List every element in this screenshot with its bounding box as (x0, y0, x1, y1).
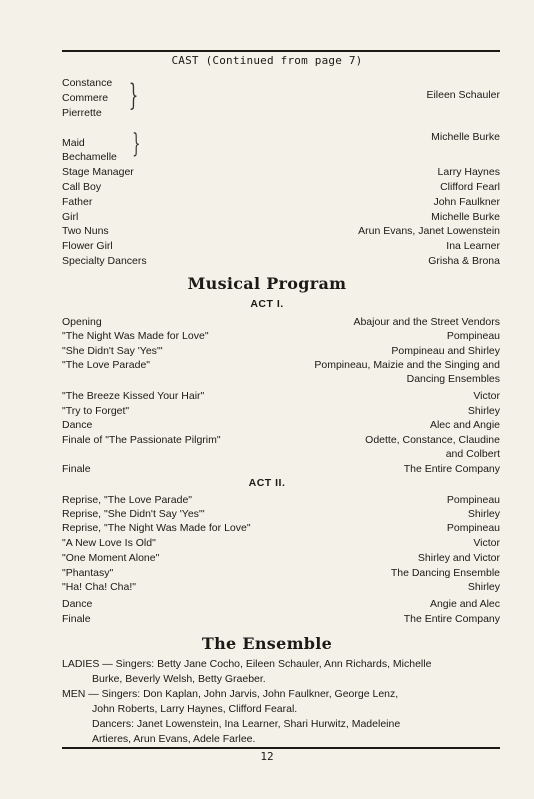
cast-role: Maid (62, 137, 85, 149)
ensemble-men: John Roberts, Larry Haynes, Clifford Fearal. (92, 703, 298, 715)
performer: Pompineau (446, 494, 500, 506)
song-title: "She Didn't Say 'Yes'" (62, 345, 163, 357)
program-row (62, 447, 500, 461)
cast-actor: Larry Haynes (437, 166, 500, 178)
cast-role: Stage Manager (62, 166, 134, 178)
performer: Pompineau, Maizie and the Singing and (314, 359, 500, 371)
program-row (62, 507, 500, 521)
cast-row (62, 180, 500, 194)
cast-actor: Eileen Schauler (426, 89, 500, 101)
cast-role: Specialty Dancers (62, 255, 147, 267)
performer: Angie and Alec (429, 598, 500, 610)
song-title: Finale of "The Passionate Pilgrim" (62, 434, 221, 446)
cast-role: Father (62, 196, 93, 208)
song-title: "Phantasy" (62, 567, 114, 579)
program-row (62, 389, 500, 403)
song-title: Opening (62, 316, 102, 328)
ensemble-ladies: LADIES — Singers: Betty Jane Cocho, Eileen Schauler, Ann Richards, Michelle (62, 658, 432, 670)
cast-role: Bechamelle (62, 151, 117, 163)
cast-row (62, 210, 500, 224)
song-title: Finale (62, 463, 91, 475)
program-row (62, 372, 500, 386)
top-rule (62, 50, 500, 52)
act-heading: ACT II. (248, 477, 286, 489)
program-row (62, 329, 500, 343)
program-row (62, 580, 500, 594)
ensemble-dancers: Dancers: Janet Lowenstein, Ina Learner, Shari Hurwitz, Madeleine (92, 718, 401, 730)
song-title: Dance (62, 419, 93, 431)
cast-role: Call Boy (62, 181, 102, 193)
brace-icon: } (132, 129, 141, 159)
song-title: "A New Love Is Old" (62, 537, 156, 549)
cast-actor: Ina Learner (446, 240, 500, 252)
program-row (62, 566, 500, 580)
song-title: "The Breeze Kissed Your Hair" (62, 390, 205, 402)
program-row (62, 551, 500, 565)
ensemble-dancers: Artieres, Arun Evans, Adele Farlee. (92, 733, 256, 745)
song-title: "The Love Parade" (62, 359, 151, 371)
cast-row (62, 165, 500, 179)
cast-role: Two Nuns (62, 225, 109, 237)
performer: and Colbert (445, 448, 500, 460)
program-row (62, 462, 500, 476)
ensemble-men: MEN — Singers: Don Kaplan, John Jarvis, John Faulkner, George Lenz, (62, 688, 399, 700)
cast-role: Pierrette (62, 107, 102, 119)
song-title: "Try to Forget" (62, 405, 130, 417)
cast-actor: John Faulkner (433, 196, 500, 208)
performer: Dancing Ensembles (406, 373, 500, 385)
performer: Abajour and the Street Vendors (353, 316, 500, 328)
performer: Shirley and Victor (417, 552, 500, 564)
cast-role: Flower Girl (62, 240, 113, 252)
section-title-musical-program: Musical Program (187, 274, 347, 293)
cast-actor: Michelle Burke (431, 131, 500, 143)
song-title: Finale (62, 613, 91, 625)
performer: Shirley (467, 581, 500, 593)
performer: Pompineau (446, 522, 500, 534)
song-title: Dance (62, 598, 93, 610)
program-row (62, 612, 500, 626)
program-row (62, 597, 500, 611)
song-title: Reprise, "She Didn't Say 'Yes'" (62, 508, 205, 520)
ensemble-ladies: Burke, Beverly Welsh, Betty Graeber. (92, 673, 266, 685)
cast-row (62, 254, 500, 268)
section-title-ensemble: The Ensemble (201, 634, 333, 653)
performer: Shirley (467, 508, 500, 520)
song-title: "One Moment Alone" (62, 552, 160, 564)
cast-actor: Grisha & Brona (428, 255, 500, 267)
performer: Alec and Angie (429, 419, 500, 431)
cast-actor: Michelle Burke (431, 211, 500, 223)
program-row (62, 521, 500, 535)
performer: The Entire Company (403, 613, 500, 625)
performer: The Entire Company (403, 463, 500, 475)
performer: Victor (473, 390, 500, 402)
program-row (62, 493, 500, 507)
performer: Pompineau and Shirley (391, 345, 500, 357)
cast-actor: Clifford Fearl (440, 181, 500, 193)
performer: The Dancing Ensemble (390, 567, 500, 579)
performer: Victor (473, 537, 500, 549)
program-row (62, 433, 500, 447)
program-row (62, 536, 500, 550)
page-number: 12 (260, 750, 274, 763)
cast-row (62, 224, 500, 238)
program-row (62, 404, 500, 418)
program-row (62, 315, 500, 329)
performer: Odette, Constance, Claudine (365, 434, 500, 446)
program-row (62, 418, 500, 432)
cast-role: Commere (62, 92, 109, 104)
cast-role: Constance (62, 77, 113, 89)
cast-row (62, 239, 500, 253)
brace-icon: } (128, 78, 139, 113)
performer: Shirley (467, 405, 500, 417)
song-title: Reprise, "The Love Parade" (62, 494, 193, 506)
cast-header: CAST (Continued from page 7) (171, 54, 363, 67)
bottom-rule (62, 747, 500, 749)
performer: Pompineau (446, 330, 500, 342)
cast-actor: Arun Evans, Janet Lowenstein (358, 225, 500, 237)
program-row (62, 358, 500, 372)
program-row (62, 344, 500, 358)
song-title: Reprise, "The Night Was Made for Love" (62, 522, 251, 534)
song-title: "Ha! Cha! Cha!" (62, 581, 136, 593)
cast-row (62, 195, 500, 209)
song-title: "The Night Was Made for Love" (62, 330, 209, 342)
act-heading: ACT I. (250, 298, 284, 310)
cast-role: Girl (62, 211, 79, 223)
